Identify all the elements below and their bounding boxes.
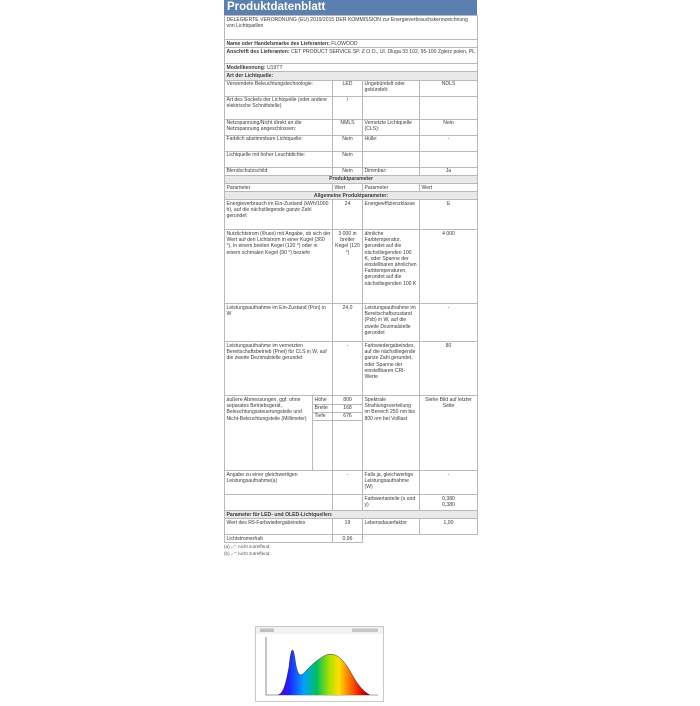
sheet-title: Produktdatenblatt <box>224 0 477 15</box>
chromaticity-values <box>420 495 478 511</box>
param-col-header: Parameter <box>225 184 333 192</box>
equiv-power-value: - <box>420 471 478 495</box>
equiv-value: - <box>333 471 363 495</box>
socket-value: / <box>333 96 363 119</box>
socket-label: Art des Sockels der Lichtquelle (oder andere elektrische Schnittstelle) <box>225 96 333 119</box>
tunable-value: Nein <box>333 135 363 151</box>
r9-value: 19 <box>333 519 363 535</box>
value-col-header-2: Wert <box>420 184 478 192</box>
address-value: CET PRODUCT SERVICE SP. Z O.O., Ul. Dluga 33 102, 95-100 Zgierz polen, PL <box>291 48 475 55</box>
flux-value: 3 000 in breiter Kegel (120 °) <box>333 230 363 304</box>
depth-label: Tiefe <box>313 412 333 420</box>
glare-value: Nein <box>333 167 363 175</box>
address-row <box>225 48 478 64</box>
cri-value: 80 <box>420 342 478 396</box>
envelope-label: Hülle: <box>363 135 420 151</box>
glare-label: Blendschutzschild: <box>225 167 333 175</box>
pon-label: Leistungsaufnahme im Ein-Zustand (Pon) in W <box>225 304 333 342</box>
led-section-header: Parameter für LED- und OLED-Lichtquellen: <box>225 511 478 519</box>
spectrum-image <box>255 626 384 702</box>
regulation-text: DELEGIERTE VERORDNUNG (EU) 2019/2015 DER KOMMISSION zur Energieverbrauchskennzeichnung von Lichtquellen <box>225 16 478 40</box>
pon-value: 24,0 <box>333 304 363 342</box>
spectrum-curve <box>278 650 370 695</box>
dimmable-value: Ja <box>420 167 478 175</box>
r9-label: Wert des R9-Farbwiedergabeindex <box>225 519 333 535</box>
address-label: Anschrift des Lieferanten: <box>226 48 290 55</box>
spectrum-graphic <box>256 627 383 701</box>
depth-value: 676 <box>333 412 363 420</box>
energy-value: 24 <box>333 200 363 230</box>
bundled-label: Ungebündelt oder gebündelt: <box>363 80 420 96</box>
params-section-header: Produktparameter <box>225 175 478 183</box>
model-label: Modellkennung: <box>226 64 266 71</box>
pnet-label: Leistungsaufnahme im vernetzten Bereitschaftsbetrieb (Pnet) für CLS in W, auf die zweite Dezimalstelle gerundet <box>225 342 333 396</box>
supplier-label: Name oder Handelsmarke des Lieferanten: <box>226 40 330 47</box>
tunable-label: Farblich abstimmbare Lichtquelle: <box>225 135 333 151</box>
envelope-value: - <box>420 135 478 151</box>
height-label: Höhe <box>313 396 333 404</box>
cls-label: Vernetzte Lichtquelle (CLS): <box>363 119 420 135</box>
cct-label: ähnliche Farbtemperatur, gerundet auf die nächstliegenden 100 K, oder Spanne der einstellbaren ähnlichen Farbtemperaturen, gerundet auf die nächstliegenden 100 K <box>363 230 420 304</box>
dimmable-label: Dimmbar: <box>363 167 420 175</box>
energy-class-value: E <box>420 200 478 230</box>
pnet-value: - <box>333 342 363 396</box>
bundled-value: NDLS <box>420 80 478 96</box>
footnote-a: (a) „-“: nicht zutreffend; <box>224 544 271 550</box>
cri-label: Farbwiedergabeindex, auf die nächstliegende ganze Zahl gerundet, oder Spanne der einstellbaren CRI-Werte <box>363 342 420 396</box>
psb-value: - <box>420 304 478 342</box>
spd-value: Siehe Bild auf letzter Seite <box>420 396 478 471</box>
tech-value: LED <box>333 80 363 96</box>
high-luminance-label: Lichtquelle mit hoher Leuchtdichte: <box>225 151 333 167</box>
product-data-sheet <box>224 0 477 557</box>
spd-label: Spektrale Strahlungsverteilung im Bereich 250 nm bis 800 nm bei Volllast <box>363 396 420 471</box>
height-value: 800 <box>333 396 363 404</box>
dimensions-label: äußere Abmessungen, ggf. ohne separates Betriebsgerät, Beleuchtungssteuerungsteile und Nicht-Beleuchtungsteile (Millimeter) <box>225 396 313 471</box>
value-col-header: Wert <box>333 184 363 192</box>
psb-label: Leistungsaufnahme im Bereitschaftszustand (Psb) in W, auf die zweite Dezimalstelle gerundet <box>363 304 420 342</box>
chromaticity-label: Farbwertanteile (x und y) <box>363 495 420 511</box>
general-section-header: Allgemeine Produktparameter: <box>225 192 478 200</box>
life-factor-label: Lebensdauerfaktor <box>363 519 420 535</box>
param-col-header-2: Parameter <box>363 184 420 192</box>
cct-value: 4 000 <box>420 230 478 304</box>
life-factor-value: 1,00 <box>420 519 478 535</box>
equiv-power-label: Falls ja, gleichwertige Leistungsaufnahme (W) <box>363 471 420 495</box>
equiv-label: Angabe zu einer gleichwertigen Leistungsaufnahme(a) <box>225 471 333 495</box>
supplier-row <box>225 40 478 48</box>
data-table <box>224 15 478 543</box>
chromaticity-x: 0,380 <box>442 495 455 502</box>
flux-label: Nutzlichtstrom (Φuse) mit Angabe, ob sich der Wert auf den Lichtstrom in einer Kugel (360 °), in einem breiten Kegel (120 °) oder in einem schmalen Kegel (90 °) bezieht <box>225 230 333 304</box>
high-luminance-value: Nein <box>333 151 363 167</box>
mains-label: Netzspannung/Nicht direkt an die Netzspannung angeschlossen: <box>225 119 333 135</box>
supplier-value: FLOWOOD <box>331 40 358 47</box>
footnote-b: (b) „-“: nicht zutreffend; <box>224 551 271 557</box>
energy-class-label: Energieeffizienzklasse <box>363 200 420 230</box>
maintenance-value: 0,96 <box>333 535 363 543</box>
mains-value: NMLS <box>333 119 363 135</box>
width-value: 168 <box>333 404 363 412</box>
maintenance-label: Lichtstromerhalt <box>225 535 333 543</box>
model-row <box>225 64 478 72</box>
type-section-header: Art der Lichtquelle: <box>225 72 478 80</box>
energy-label: Energieverbrauch im Ein-Zustand (kWh/1000 h), auf die nächstliegende ganze Zahl gerundet <box>225 200 333 230</box>
tech-label: Verwendete Beleuchtungstechnologie: <box>225 80 333 96</box>
model-value: U19TT <box>266 64 283 71</box>
width-label: Breite <box>313 404 333 412</box>
chromaticity-y: 0,380 <box>442 501 455 508</box>
cls-value: Nein <box>420 119 478 135</box>
